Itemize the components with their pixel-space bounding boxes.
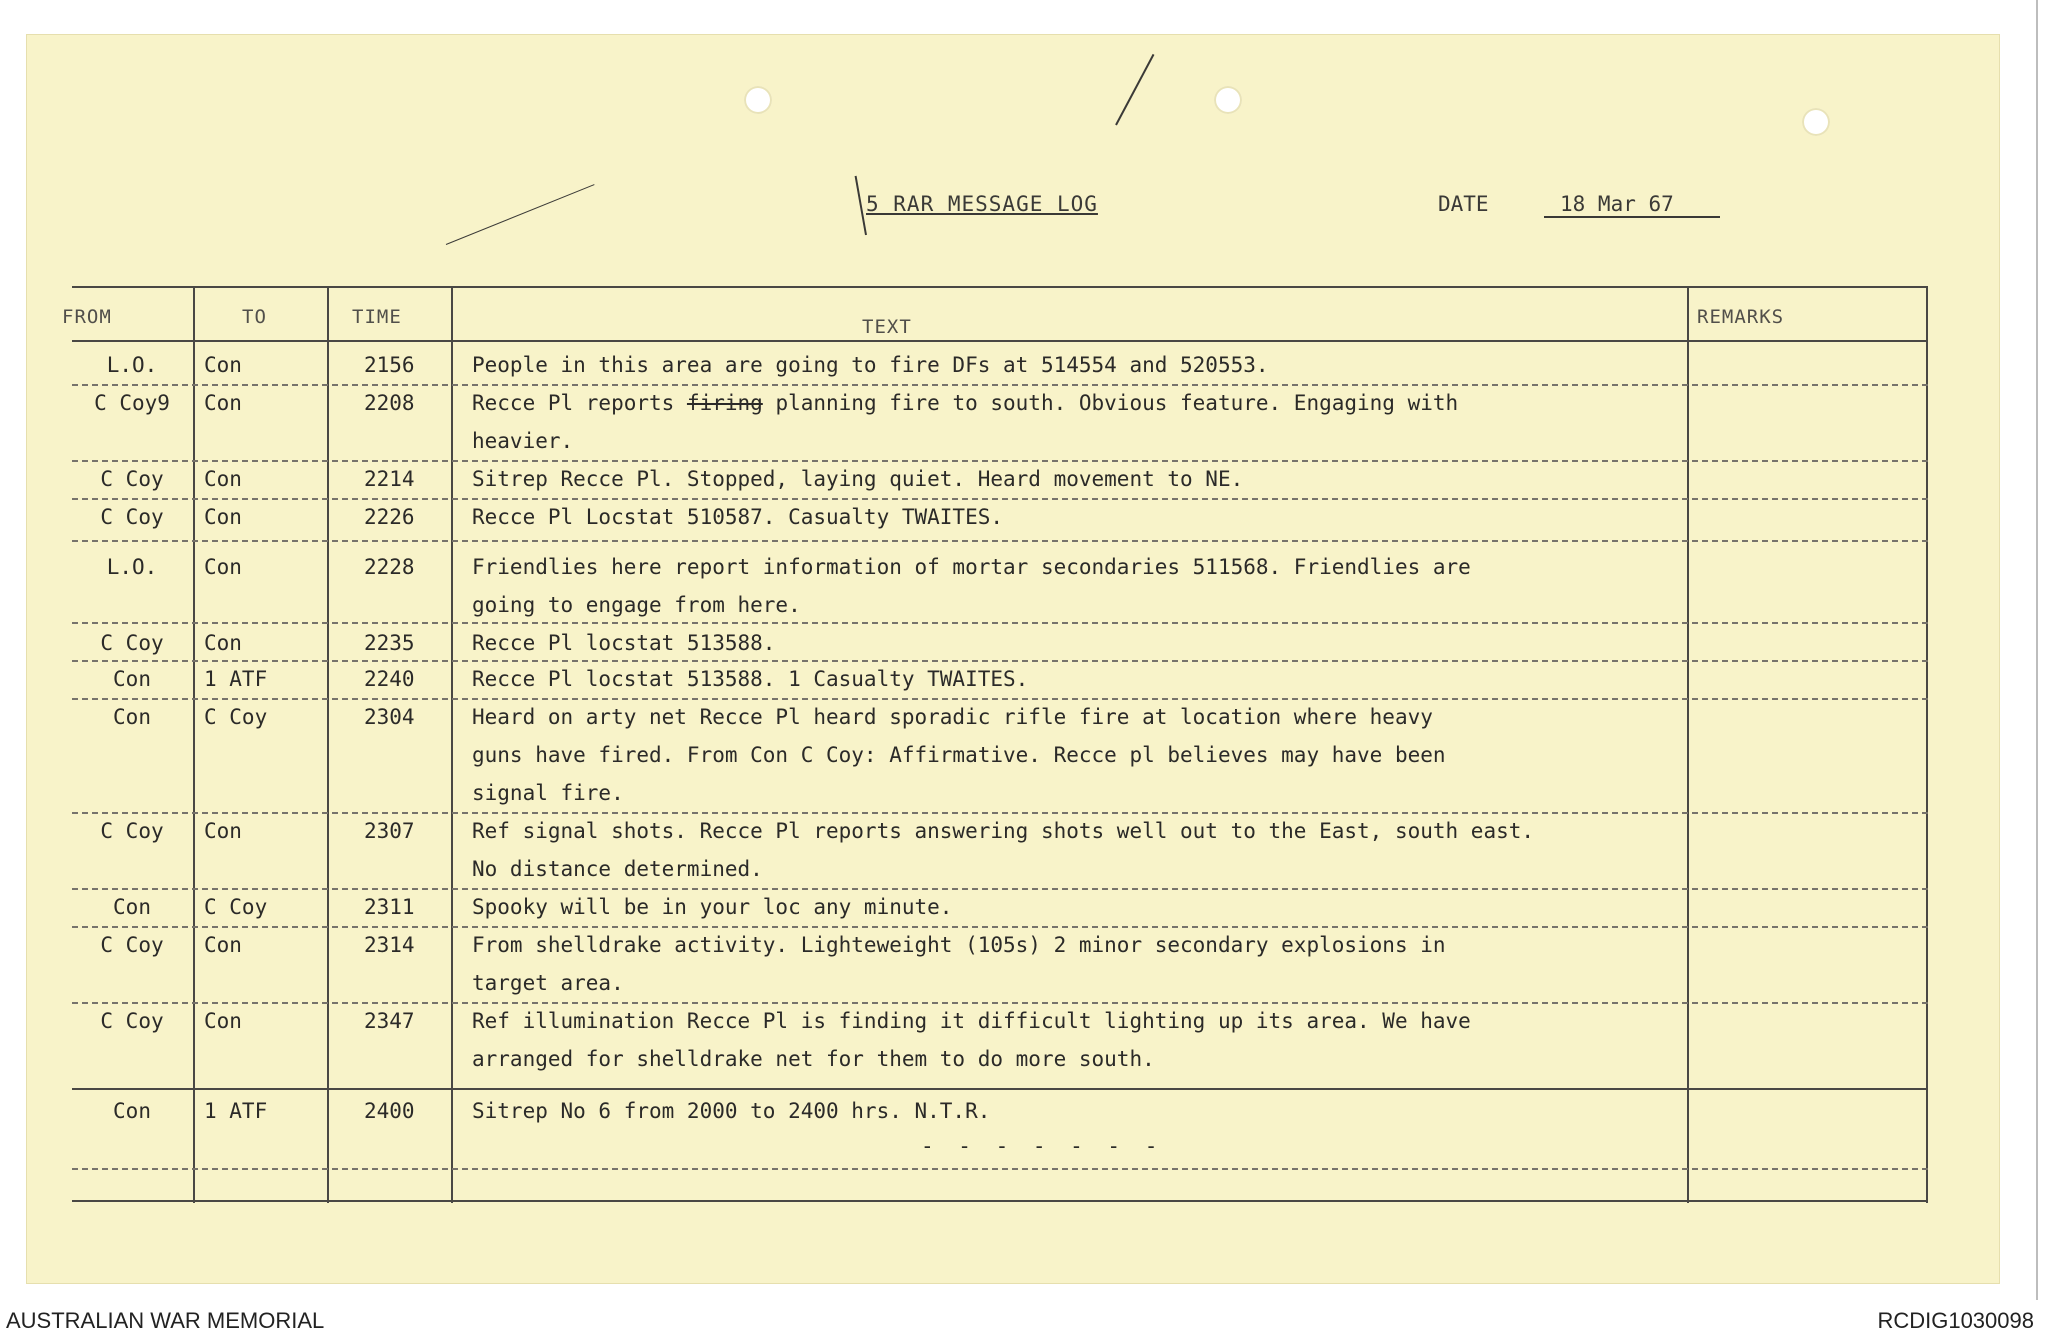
text-line: Sitrep Recce Pl. Stopped, laying quiet. Heard movement to NE. [472,467,1244,491]
record-id: RCDIG1030098 [1877,1308,2034,1333]
time-cell: 2314 [364,933,415,957]
from-cell: L.O. [106,353,158,377]
column-divider [1926,288,1928,1203]
to-cell: C Coy [204,895,268,919]
text-line: People in this area are going to fire DFs at 514554 and 520553. [472,353,1269,377]
time-cell: 2347 [364,1009,415,1033]
to-cell: Con [204,505,242,529]
time-cell: 2226 [364,505,415,529]
from-cell: Con [113,705,151,729]
time-cell: 2240 [364,667,415,691]
text-cell [472,460,1712,498]
to-cell: Con [204,819,242,843]
row-rule [72,540,1928,542]
message-log-table [62,286,1928,1203]
row-rule [72,1168,1928,1170]
text-line: Sitrep No 6 from 2000 to 2400 hrs. N.T.R. [472,1099,991,1123]
scan-edge [2036,0,2048,1300]
text-fragment: planning fire to south. Obvious feature. Engaging with [762,391,1459,415]
text-line: From shelldrake activity. Lighteweight (105s) 2 minor secondary explosions in [472,933,1446,957]
struck-word: firing [686,391,763,415]
pencil-mark [446,184,595,245]
column-header-to: TO [242,306,267,328]
from-cell: Con [113,667,151,691]
time-cell: 2228 [364,555,415,579]
from-cell: C Coy [100,467,164,491]
text-line: Recce Pl Locstat 510587. Casualty TWAITES. [472,505,1004,529]
from-cell: Con [113,1099,151,1123]
to-cell: 1 ATF [204,667,268,691]
pencil-mark [1115,54,1154,126]
to-cell: Con [204,1009,242,1033]
log-title: 5 RAR MESSAGE LOG [866,192,1098,216]
time-cell: 2156 [364,353,415,377]
text-line: signal fire. [472,781,624,805]
column-header-remarks: REMARKS [1697,306,1785,328]
date-label: DATE [1438,192,1489,216]
column-divider [193,288,195,1203]
text-cell [472,888,1712,926]
text-cell [472,346,1712,384]
text-cell [472,698,1712,812]
time-cell: 2214 [364,467,415,491]
text-line: Heard on arty net Recce Pl heard sporadic rifle fire at location where heavy [472,705,1433,729]
time-cell: 2311 [364,895,415,919]
text-line: Spooky will be in your loc any minute. [472,895,953,919]
text-line: Ref signal shots. Recce Pl reports answering shots well out to the East, south east. [472,819,1535,843]
column-header-time: TIME [352,306,402,328]
text-line: Friendlies here report information of mortar secondaries 511568. Friendlies are [472,555,1471,579]
text-line: Ref illumination Recce Pl is finding it difficult lighting up its area. We have [472,1009,1471,1033]
from-cell: C Coy [100,1009,164,1033]
column-header-from: FROM [62,306,112,328]
text-line [472,384,1712,422]
text-line: arranged for shelldrake net for them to do more south. [472,1047,1155,1071]
to-cell: C Coy [204,705,268,729]
table-bottom-rule [72,1200,1928,1202]
archive-credit: AUSTRALIAN WAR MEMORIAL [6,1308,325,1333]
from-cell: C Coy [100,933,164,957]
time-cell: 2400 [364,1099,415,1123]
punch-hole [1214,86,1242,114]
to-cell: Con [204,467,242,491]
date-value: 18 Mar 67 [1544,192,1720,218]
from-cell: L.O. [106,555,158,579]
text-line: Recce Pl locstat 513588. [472,631,776,655]
from-cell: C Coy [100,631,164,655]
text-cell [472,624,1712,662]
text-line: going to engage from here. [472,593,801,617]
time-cell: 2208 [364,391,415,415]
to-cell: Con [204,353,242,377]
text-cell [472,498,1712,536]
text-cell [472,384,1712,460]
text-cell [472,926,1712,1002]
text-line: guns have fired. From Con C Coy: Affirmative. Recce pl believes may have been [472,743,1446,767]
time-cell: 2304 [364,705,415,729]
punch-hole [744,86,772,114]
to-cell: 1 ATF [204,1099,268,1123]
text-cell [472,1092,1712,1130]
from-cell: Con [113,895,151,919]
time-cell: 2307 [364,819,415,843]
row-rule [72,1088,1928,1090]
to-cell: Con [204,555,242,579]
to-cell: Con [204,391,242,415]
punch-hole [1802,108,1830,136]
text-cell [472,1002,1712,1078]
text-cell [472,812,1712,888]
footer-bar [0,1300,2048,1342]
from-cell: C Coy [100,505,164,529]
header-rule [72,340,1928,342]
text-line: target area. [472,971,624,995]
column-divider [327,288,329,1203]
text-line: Recce Pl locstat 513588. 1 Casualty TWAITES. [472,667,1029,691]
text-line: No distance determined. [472,857,763,881]
text-cell [472,660,1712,698]
to-cell: Con [204,631,242,655]
to-cell: Con [204,933,242,957]
column-divider [451,288,453,1203]
text-line: heavier. [472,429,574,453]
from-cell: C Coy9 [94,391,170,415]
column-header-text: TEXT [862,316,912,338]
time-cell: 2235 [364,631,415,655]
document-sheet [26,34,2000,1284]
text-fragment: Recce Pl reports [472,391,687,415]
text-cell [472,548,1712,624]
from-cell: C Coy [100,819,164,843]
end-marker: - - - - - - - [921,1134,1164,1158]
